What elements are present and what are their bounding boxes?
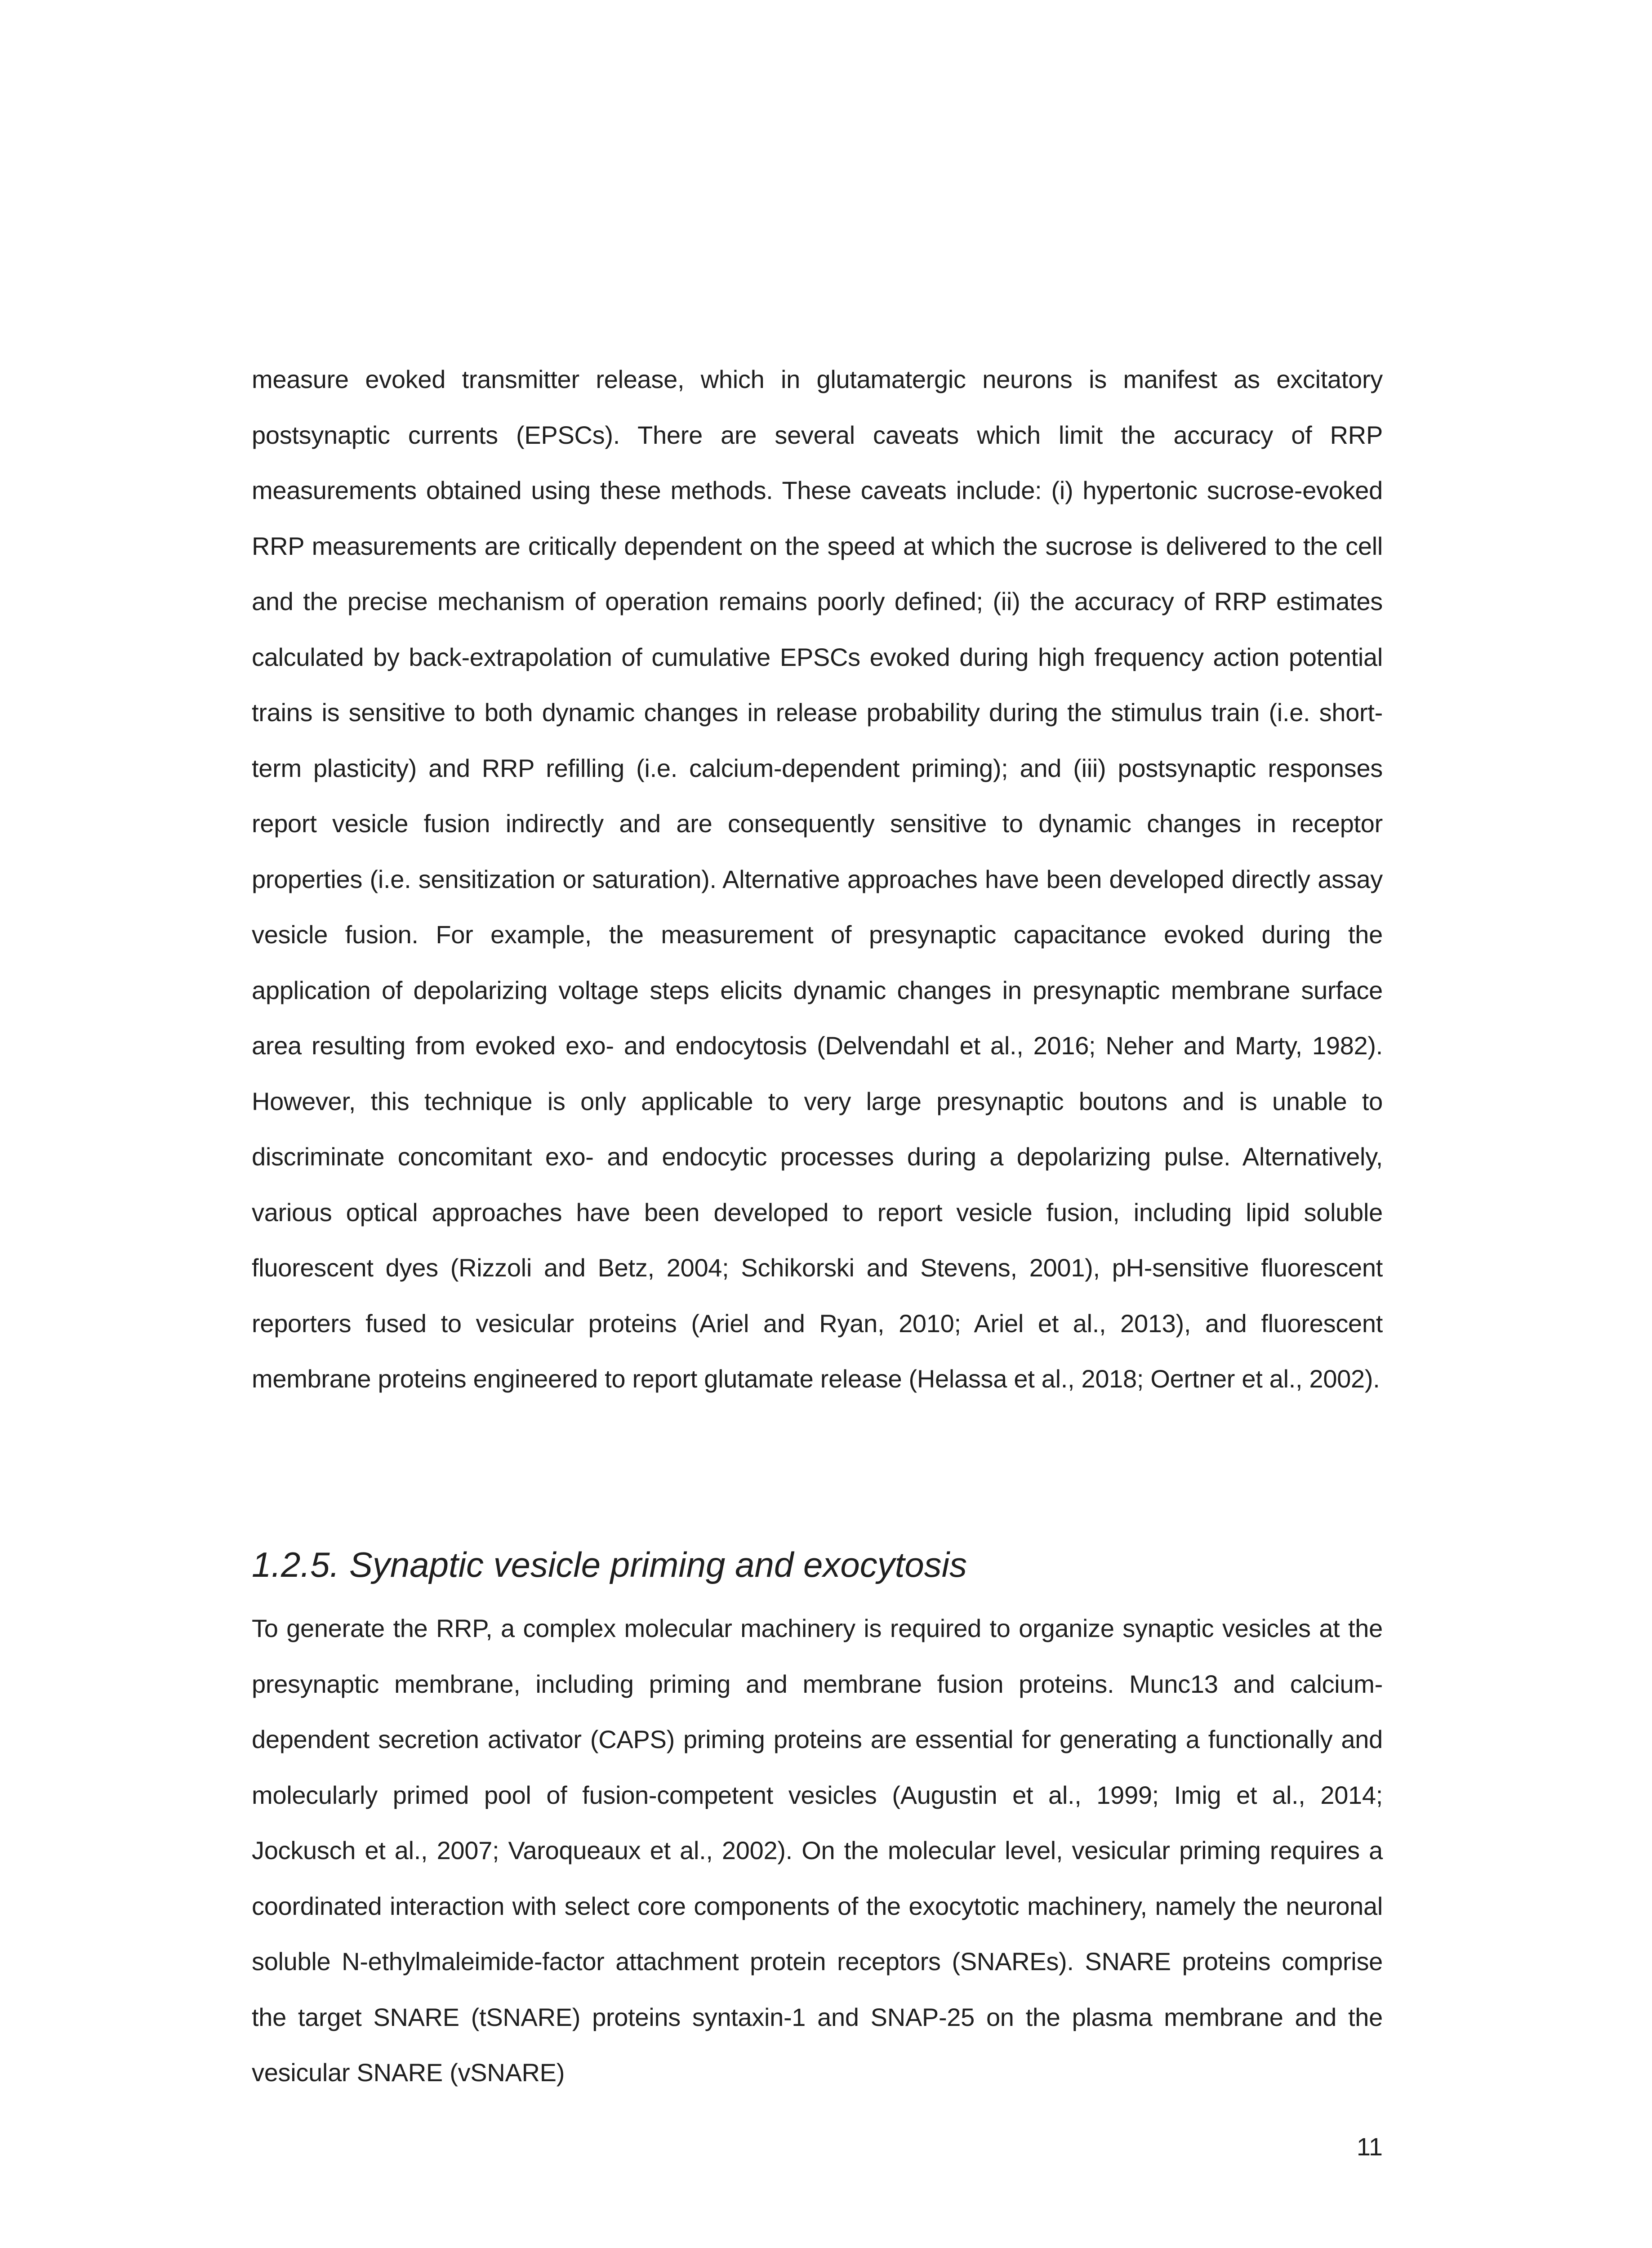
section-heading: 1.2.5. Synaptic vesicle priming and exocytosis — [252, 1545, 967, 1584]
body-paragraph: To generate the RRP, a complex molecular machinery is required to organize synaptic vesicles at the presynaptic membrane, including priming and membrane fusion proteins. Munc13 and calcium-dependent secretion activator (CAPS) priming proteins are essential for generating a functionally and molecularly primed pool of fusion-competent vesicles (Augustin et al., 1999; Imig et al., 2014; Jockusch et al., 2007; Varoqueaux et al., 2002). On the molecular level, vesicular priming requires a coordinated interaction with select core components of the exocytotic machinery, namely the neuronal soluble N-ethylmaleimide-factor attachment protein receptors (SNAREs). SNARE proteins comprise the target SNARE (tSNARE) proteins syntaxin-1 and SNAP-25 on the plasma membrane and the vesicular SNARE (vSNARE) — [252, 1614, 1383, 2087]
body-paragraph: measure evoked transmitter release, which in glutamatergic neurons is manifest as excitatory postsynaptic currents (EPSCs). There are several caveats which limit the accuracy of RRP measurements obtained using these methods. These caveats include: (i) hypertonic sucrose-evoked RRP measurements are critically dependent on the speed at which the sucrose is delivered to the cell and the precise mechanism of operation remains poorly defined; (ii) the accuracy of RRP estimates calculated by back-extrapolation of cumulative EPSCs evoked during high frequency action potential trains is sensitive to both dynamic changes in release probability during the stimulus train (i.e. short-term plasticity) and RRP refilling (i.e. calcium-dependent priming); and (iii) postsynaptic responses report vesicle fusion indirectly and are consequently sensitive to dynamic changes in receptor properties (i.e. sensitization or saturation). Alternative approaches have been developed directly assay vesicle fusion. For example, the measurement of presynaptic capacitance evoked during the application of depolarizing voltage steps elicits dynamic changes in presynaptic membrane surface area resulting from evoked exo- and endocytosis (Delvendahl et al., 2016; Neher and Marty, 1982). However, this technique is only applicable to very large presynaptic boutons and is unable to discriminate concomitant exo- and endocytic processes during a depolarizing pulse. Alternatively, various optical approaches have been developed to report vesicle fusion, including lipid soluble fluorescent dyes (Rizzoli and Betz, 2004; Schikorski and Stevens, 2001), pH-sensitive fluorescent reporters fused to vesicular proteins (Ariel and Ryan, 2010; Ariel et al., 2013), and fluorescent membrane proteins engineered to report glutamate release (Helassa et al., 2018; Oertner et al., 2002). — [252, 365, 1383, 1393]
page-number: 11 — [1356, 2132, 1383, 2161]
